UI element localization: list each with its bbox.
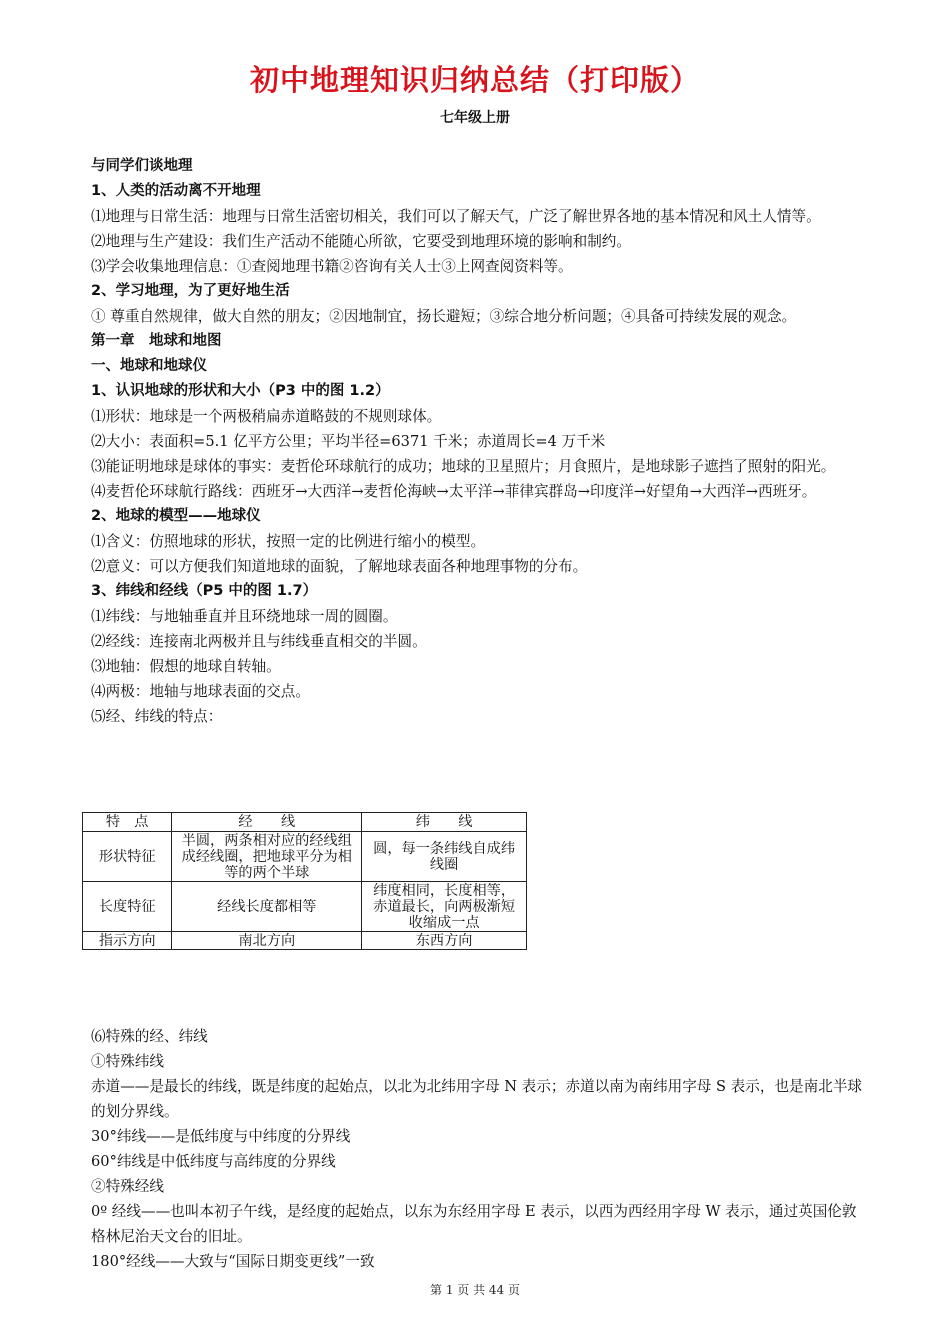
paragraph: ⑴形状：地球是一个两极稍扁赤道略鼓的不规则球体。 bbox=[91, 408, 442, 425]
table-cell: 圆，每一条纬线自成纬线圈 bbox=[362, 832, 527, 882]
table-cell: 经线长度都相等 bbox=[172, 882, 362, 932]
table-cell: 指示方向 bbox=[83, 932, 172, 950]
paragraph: ②特殊经线 bbox=[91, 1178, 164, 1195]
paragraph: ⑶学会收集地理信息：①查阅地理书籍②咨询有关人士③上网查阅资料等。 bbox=[91, 258, 573, 275]
table-cell: 南北方向 bbox=[172, 932, 362, 950]
paragraph: ⑵意义：可以方便我们知道地球的面貌，了解地球表面各种地理事物的分布。 bbox=[91, 558, 588, 575]
table-row bbox=[83, 932, 527, 950]
chapter-heading: 第一章 地球和地图 bbox=[91, 333, 222, 349]
document-subtitle: 七年级上册 bbox=[440, 110, 510, 126]
subheading: 1、认识地球的形状和大小（P3 中的图 1.2） bbox=[91, 383, 390, 399]
paragraph: ⑷麦哲伦环球航行路线：西班牙→大西洋→麦哲伦海峡→太平洋→菲律宾群岛→印度洋→好望角→大西洋→西班牙。 bbox=[91, 483, 817, 500]
table-cell: 长度特征 bbox=[83, 882, 172, 932]
subheading: 1、人类的活动离不开地理 bbox=[91, 183, 261, 199]
paragraph: 60°纬线是中低纬度与高纬度的分界线 bbox=[91, 1153, 336, 1170]
paragraph: ⑵地理与生产建设：我们生产活动不能随心所欲，它要受到地理环境的影响和制约。 bbox=[91, 233, 631, 250]
paragraph: ⑷两极：地轴与地球表面的交点。 bbox=[91, 683, 310, 700]
document-title: 初中地理知识归纳总结（打印版） bbox=[249, 63, 700, 97]
table-row bbox=[83, 882, 527, 932]
table-header-row bbox=[83, 813, 527, 832]
subheading: 一、地球和地球仪 bbox=[91, 358, 207, 374]
subheading: 3、纬线和经线（P5 中的图 1.7） bbox=[91, 583, 318, 599]
paragraph: ① 尊重自然规律，做大自然的朋友；②因地制宜，扬长避短；③综合地分析问题；④具备可持续发展的观念。 bbox=[91, 308, 797, 325]
paragraph: ⑸经、纬线的特点： bbox=[91, 708, 223, 725]
table-header-cell: 纬 线 bbox=[362, 813, 527, 832]
paragraph: ⑶地轴：假想的地球自转轴。 bbox=[91, 658, 281, 675]
table-cell: 形状特征 bbox=[83, 832, 172, 882]
paragraph: ⑴纬线：与地轴垂直并且环绕地球一周的圆圈。 bbox=[91, 608, 398, 625]
paragraph: 0º 经线——也叫本初子午线，是经度的起始点，以东为东经用字母 E 表示，以西为西经用字母 W 表示，通过英国伦敦格林尼治天文台的旧址。 bbox=[91, 1203, 857, 1245]
paragraph: 赤道——是最长的纬线，既是纬度的起始点，以北为北纬用字母 N 表示；赤道以南为南纬用字母 S 表示，也是南北半球的划分界线。 bbox=[91, 1078, 863, 1120]
paragraph: ①特殊纬线 bbox=[91, 1053, 164, 1070]
paragraph: 30°纬线——是低纬度与中纬度的分界线 bbox=[91, 1128, 351, 1145]
table-header-cell: 经 线 bbox=[172, 813, 362, 832]
table-header-cell: 特 点 bbox=[83, 813, 172, 832]
subheading: 2、地球的模型——地球仪 bbox=[91, 508, 261, 524]
paragraph: 180°经线——大致与“国际日期变更线”一致 bbox=[91, 1253, 375, 1270]
content-lower bbox=[91, 1024, 863, 1274]
section-heading: 与同学们谈地理 bbox=[91, 158, 193, 174]
paragraph: ⑶能证明地球是球体的事实：麦哲伦环球航行的成功；地球的卫星照片；月食照片，是地球影子遮挡了照射的阳光。 bbox=[91, 458, 836, 475]
paragraph: ⑵经线：连接南北两极并且与纬线垂直相交的半圆。 bbox=[91, 633, 427, 650]
paragraph: ⑵大小：表面积=5.1 亿平方公里；平均半径=6371 千米；赤道周长=4 万千米 bbox=[91, 433, 606, 450]
table-row bbox=[83, 832, 527, 882]
subheading: 2、学习地理，为了更好地生活 bbox=[91, 283, 290, 299]
paragraph: ⑹特殊的经、纬线 bbox=[91, 1028, 208, 1045]
features-table bbox=[82, 812, 527, 950]
table-cell: 半圆，两条相对应的经线组成经线圈，把地球平分为相等的两个半球 bbox=[172, 832, 362, 882]
content-upper bbox=[91, 154, 863, 729]
table-cell: 纬度相同，长度相等，赤道最长，向两极渐短收缩成一点 bbox=[362, 882, 527, 932]
paragraph: ⑴含义：仿照地球的形状，按照一定的比例进行缩小的模型。 bbox=[91, 533, 486, 550]
table-cell: 东西方向 bbox=[362, 932, 527, 950]
page-number: 第 1 页 共 44 页 bbox=[430, 1283, 520, 1297]
paragraph: ⑴地理与日常生活：地理与日常生活密切相关，我们可以了解天气，广泛了解世界各地的基本情况和风土人情等。 bbox=[91, 208, 821, 225]
